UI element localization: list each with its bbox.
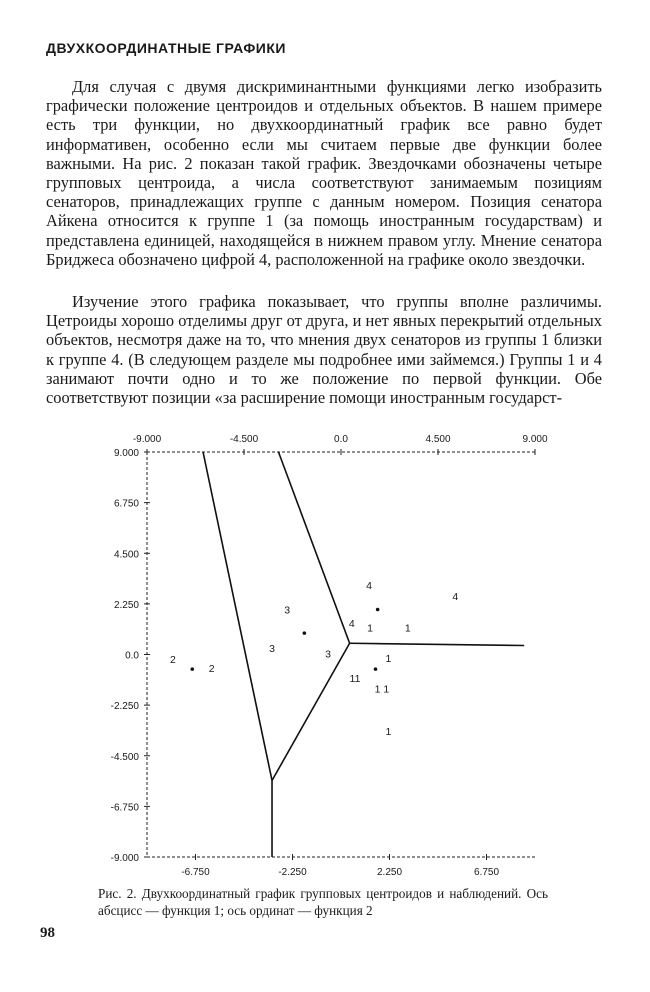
top-tick-label: 0.0 xyxy=(334,434,348,445)
data-point-group-label: 1 1 xyxy=(374,683,390,696)
left-tick-label: 4.500 xyxy=(113,549,139,561)
centroid-star-group-1 xyxy=(374,667,378,671)
top-tick-label: -9.000 xyxy=(132,434,162,445)
figure-caption: Рис. 2. Двухкоординатный график групповых центроидов и наблюдений. Ось абсцисс — функция 1; ось ординат — функция 2 xyxy=(98,886,548,918)
data-point-group-label: 1 xyxy=(367,622,374,635)
boundary-line xyxy=(203,452,272,857)
plot-frame xyxy=(147,452,535,857)
boundary-line xyxy=(272,643,350,780)
left-tick-label: -2.250 xyxy=(110,701,139,713)
left-tick-label: 2.250 xyxy=(113,599,139,611)
left-tick-label: 0.0 xyxy=(125,650,139,662)
bottom-tick-label: 6.750 xyxy=(473,867,500,878)
data-point-group-label: 2 xyxy=(169,654,176,666)
paragraph-1: Для случая с двумя дискриминантными функциями легко изобразить графически положение центроидов и отдельных объектов. В нашем примере есть три функции, но двухкоординатный график все равно будет информативен, особенно если мы считаем первые две функции более важными. На рис. 2 показан такой график. Звездочками обозначены четыре групповых центроида, а числа соответствуют занимаемым позициям сенаторов, принадлежащих группе с данным номером. Позиция сенатора Айкена относится к группе 1 (за помощь иностранным государствам) и представлена единицей, находящейся в нижнем правом углу. Мнение сенатора Бриджеса обозначено цифрой 4, расположенной на графике около звездочки. xyxy=(46,77,602,269)
top-tick-label: 9.000 xyxy=(522,434,548,445)
section-heading: ДВУХКООРДИНАТНЫЕ ГРАФИКИ xyxy=(46,40,286,56)
bottom-tick-label: 2.250 xyxy=(376,867,403,878)
data-point-group-label: 3 xyxy=(284,604,291,617)
data-point-group-label: 1 xyxy=(385,726,392,738)
left-tick-label: -4.500 xyxy=(110,751,139,763)
centroid-star-group-3 xyxy=(303,631,307,635)
data-point-group-label: 3 xyxy=(269,642,275,655)
left-tick-label: 9.000 xyxy=(113,448,139,459)
data-point-group-label: 1 xyxy=(385,652,392,665)
data-point-group-label: 4 xyxy=(348,618,355,630)
page-number: 98 xyxy=(40,925,55,941)
left-tick-label: 6.750 xyxy=(113,498,139,510)
data-point-group-label: 2 xyxy=(208,663,215,675)
data-point-group-label: 3 xyxy=(325,648,331,661)
top-tick-label: -4.500 xyxy=(229,434,259,445)
centroid-star-group-2 xyxy=(190,667,194,671)
left-tick-label: -6.750 xyxy=(110,802,139,814)
data-point-group-label: 4 xyxy=(366,579,372,592)
data-point-group-label: 4 xyxy=(452,591,459,603)
data-point-group-label: 11 xyxy=(349,673,361,686)
centroid-star-group-4 xyxy=(376,608,380,612)
paragraph-2: Изучение этого графика показывает, что группы вполне различимы. Цетроиды хорошо отделимы друг от друга, и нет явных перекрытий отдельных объектов, несмотря даже на то, что мнения двух сенаторов из группы 1 близки к группе 4. (В следующем разделе мы подробнее ими займемся.) Группы 1 и 4 занимают почти одно и то же положение по первой функции. Обе соответствуют позиции «за расширение помощи иностранным государст- xyxy=(46,292,602,408)
bottom-tick-label: -2.250 xyxy=(278,867,307,878)
top-tick-label: 4.500 xyxy=(425,434,451,445)
boundary-line xyxy=(350,643,525,645)
territory-boundaries xyxy=(203,452,524,857)
left-tick-label: -9.000 xyxy=(110,853,139,864)
bottom-tick-label: -6.750 xyxy=(181,867,210,878)
data-points xyxy=(170,580,458,738)
data-point-group-label: 1 xyxy=(404,622,411,635)
